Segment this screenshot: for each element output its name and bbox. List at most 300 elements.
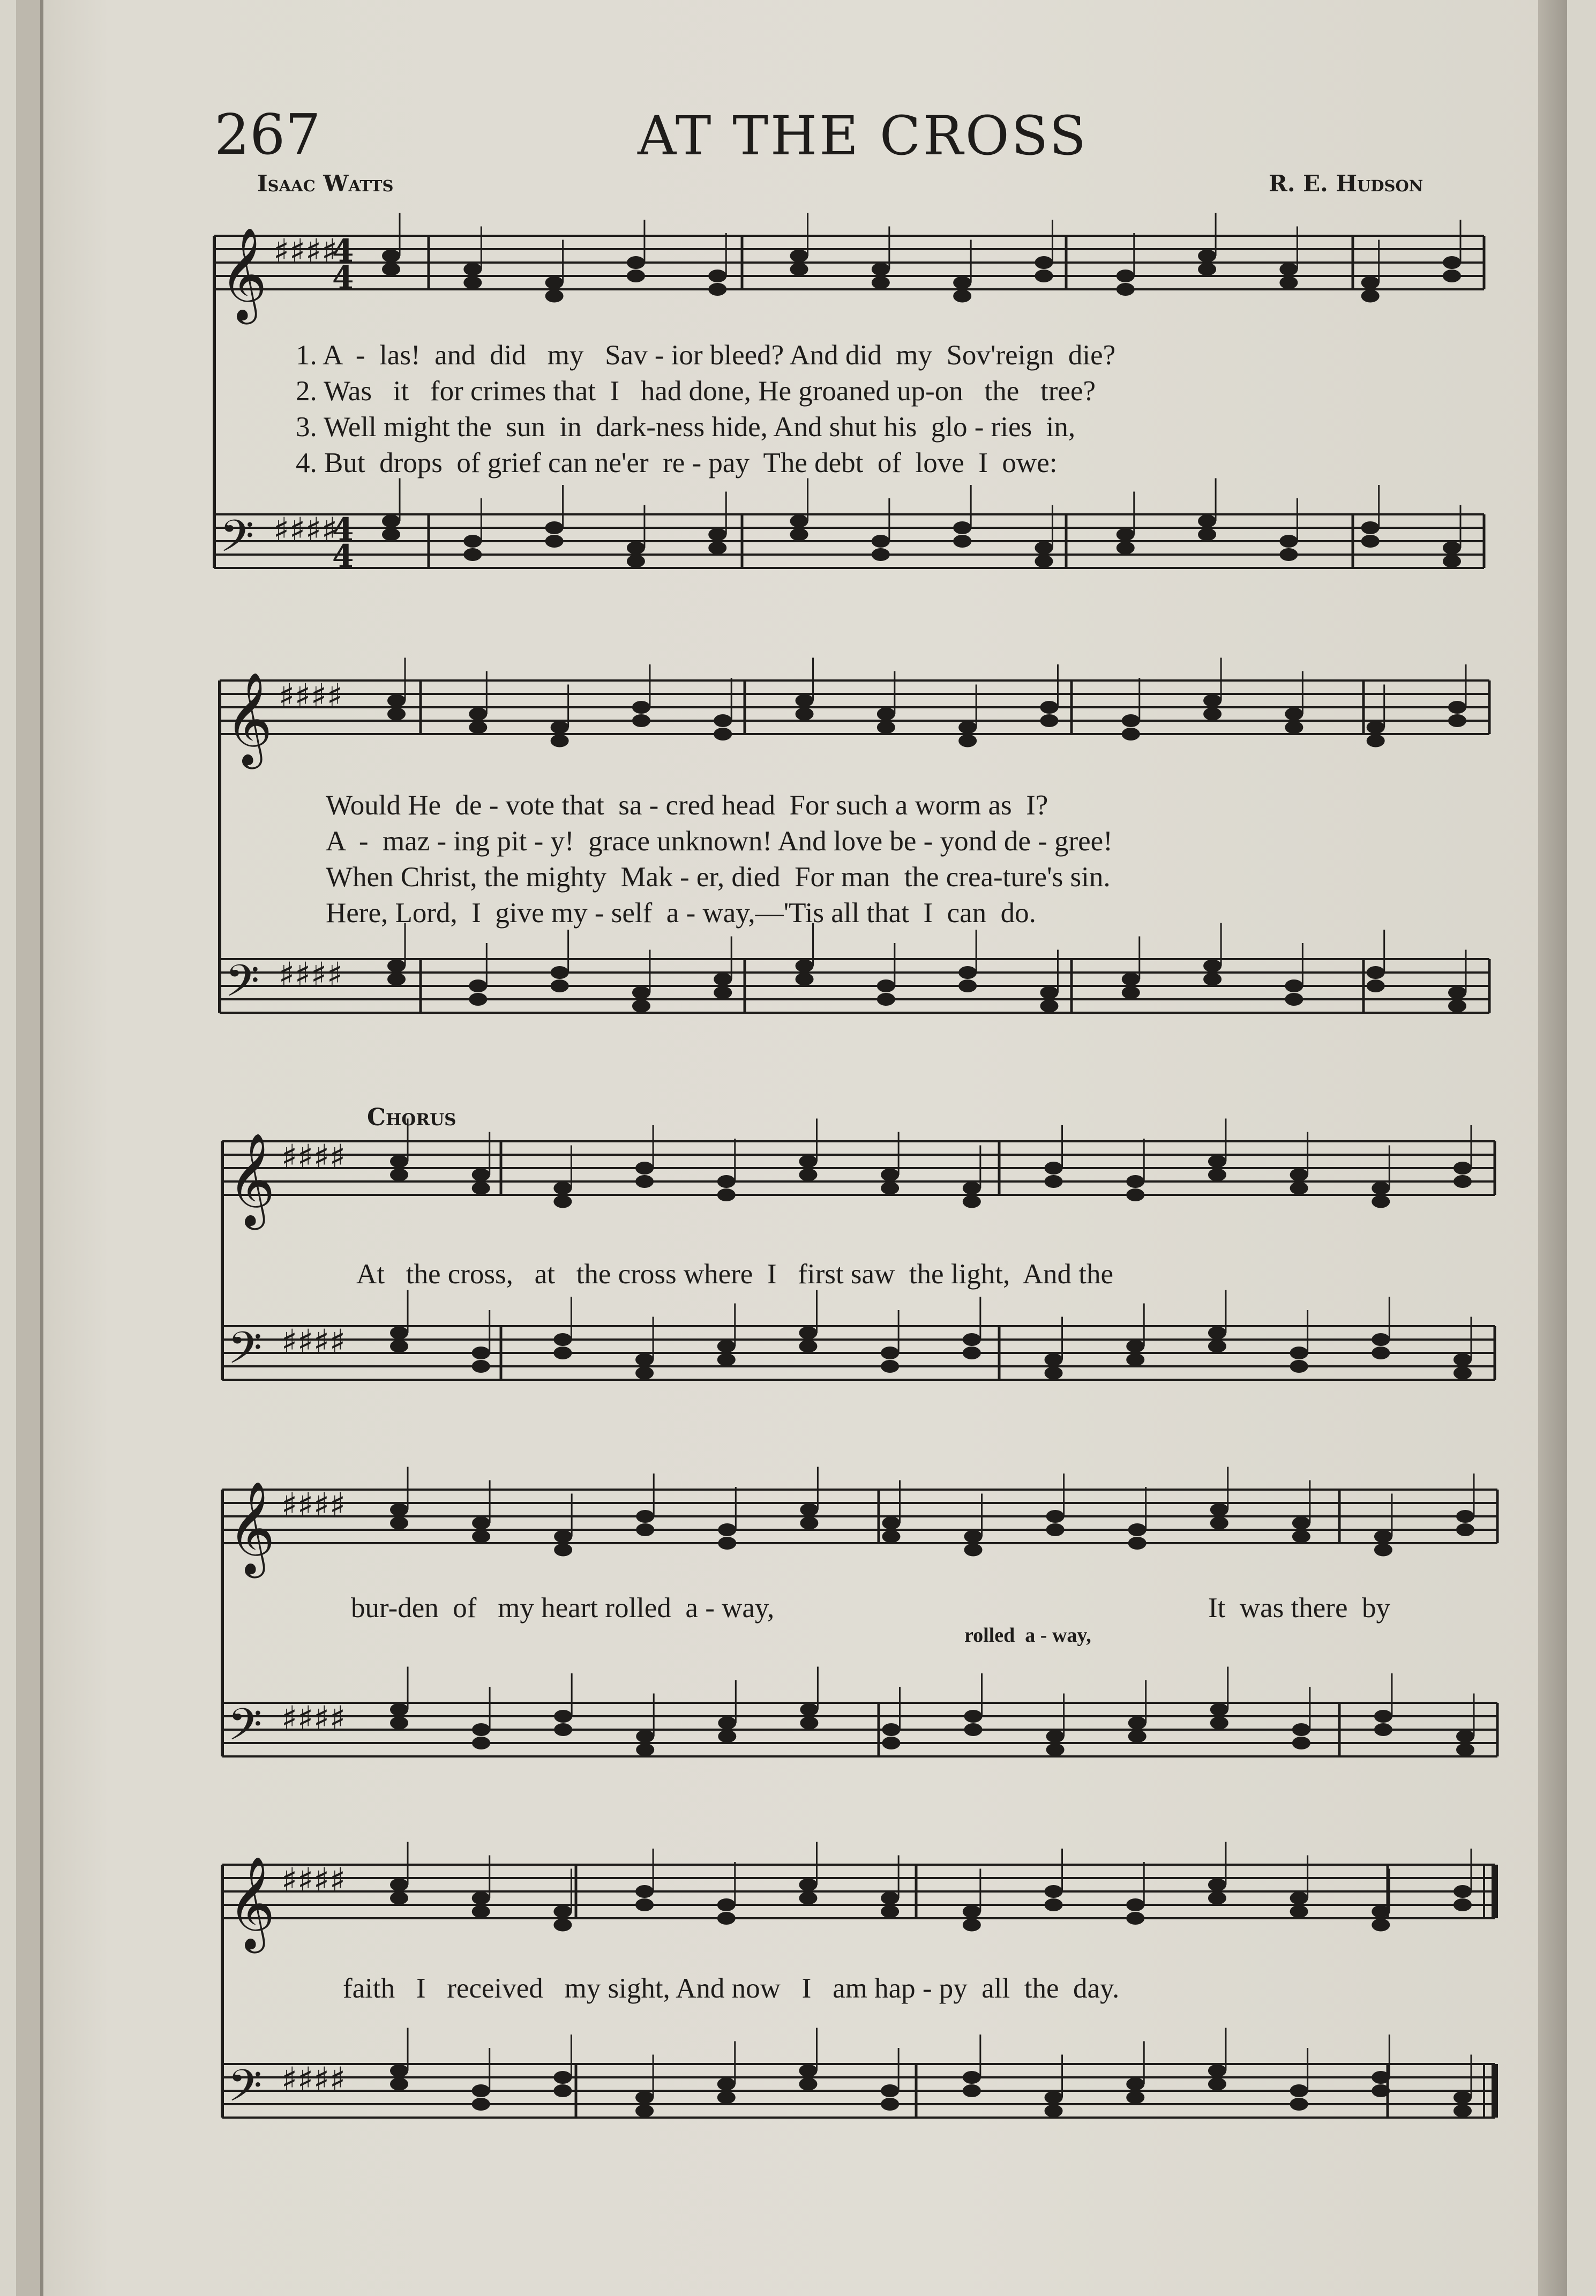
bass-notehead: [553, 2071, 572, 2084]
treble-notehead: [1045, 1885, 1063, 1898]
bass-notehead: [963, 1347, 981, 1359]
bass-notehead: [545, 535, 564, 548]
treble-clef-icon: 𝄞: [220, 227, 267, 320]
treble-notehead: [796, 708, 814, 721]
bass-notehead: [1361, 535, 1380, 548]
treble-notehead: [1456, 1510, 1474, 1523]
treble-notehead: [635, 1175, 654, 1188]
bass-notehead: [800, 1703, 818, 1716]
bass-notehead: [790, 528, 808, 541]
bass-notehead: [627, 555, 645, 568]
treble-notehead: [717, 1188, 736, 1201]
treble-notehead: [1208, 1169, 1226, 1181]
verse-3-line-1: 3. Well might the sun in dark-ness hide, And shut his glo - ries in,: [296, 412, 1076, 443]
bass-notehead: [882, 1737, 900, 1749]
treble-notehead: [472, 1905, 490, 1918]
bass-notehead: [635, 2091, 654, 2104]
bass-notehead: [1035, 542, 1053, 555]
verse-4-line-1: 4. But drops of grief can ne'er re - pay The debt of love I owe:: [296, 447, 1058, 478]
treble-notehead: [1372, 1905, 1390, 1918]
treble-notehead: [1279, 263, 1298, 276]
treble-notehead: [635, 1162, 654, 1175]
bass-notehead: [1279, 535, 1298, 548]
treble-notehead: [1372, 1195, 1390, 1208]
treble-notehead: [799, 1879, 817, 1891]
key-signature-sharps: ♯♯♯♯: [273, 510, 338, 549]
treble-notehead: [717, 1175, 736, 1188]
treble-notehead: [1208, 1892, 1226, 1905]
treble-notehead: [958, 735, 977, 747]
bass-notehead: [554, 1723, 572, 1736]
bass-notehead: [469, 979, 487, 992]
bass-notehead: [1456, 1744, 1474, 1756]
bass-notehead: [1210, 1703, 1228, 1716]
bass-notehead: [1448, 1000, 1466, 1013]
treble-clef-icon: 𝄞: [228, 1481, 275, 1574]
bass-notehead: [708, 542, 726, 555]
bass-notehead: [881, 2098, 899, 2111]
treble-notehead: [881, 1182, 899, 1195]
lyricist-credit: Isaac Watts: [257, 170, 394, 197]
bass-notehead: [1198, 515, 1216, 528]
treble-notehead: [1203, 708, 1222, 721]
bass-notehead: [469, 993, 487, 1006]
bass-notehead: [1290, 2084, 1308, 2097]
treble-notehead: [1126, 1898, 1144, 1911]
treble-notehead: [472, 1169, 490, 1181]
bass-notehead: [1448, 986, 1466, 999]
treble-notehead: [1374, 1544, 1392, 1557]
treble-notehead: [1208, 1155, 1226, 1168]
treble-clef-icon: 𝄞: [225, 672, 273, 765]
treble-notehead: [469, 721, 487, 734]
bass-notehead: [799, 2065, 817, 2077]
bass-notehead: [636, 1730, 654, 1743]
treble-notehead: [1203, 694, 1222, 707]
verse-3-line-2: When Christ, the mighty Mak - er, died For man the crea-ture's sin.: [326, 862, 1111, 893]
bass-notehead: [872, 548, 890, 561]
treble-notehead: [1453, 1162, 1472, 1175]
bass-notehead: [877, 993, 895, 1006]
bass-notehead: [1126, 1353, 1144, 1366]
treble-notehead: [635, 1898, 654, 1911]
bass-notehead: [1453, 1353, 1472, 1366]
verse-2-line-2: A - maz - ing pit - y! grace unknown! And love be - yond de - gree!: [326, 826, 1113, 857]
time-signature: 4: [332, 511, 354, 548]
treble-notehead: [472, 1892, 490, 1905]
bass-notehead: [1045, 1367, 1063, 1380]
treble-notehead: [1040, 701, 1058, 714]
bass-notehead: [1210, 1717, 1228, 1730]
bass-notehead: [472, 2098, 490, 2111]
bass-notehead: [1203, 960, 1222, 973]
treble-notehead: [632, 714, 650, 727]
treble-notehead: [1372, 1182, 1390, 1195]
treble-notehead: [1361, 290, 1380, 303]
treble-notehead: [718, 1523, 736, 1536]
bass-notehead: [799, 1340, 817, 1353]
treble-notehead: [551, 735, 569, 747]
treble-notehead: [1128, 1523, 1147, 1536]
treble-notehead: [963, 1905, 981, 1918]
bass-notehead: [881, 1347, 899, 1359]
treble-notehead: [545, 276, 564, 289]
treble-notehead: [799, 1892, 817, 1905]
bass-clef-icon: 𝄢: [228, 2060, 263, 2122]
bass-notehead: [872, 535, 890, 548]
bass-notehead: [1372, 2084, 1390, 2097]
treble-clef-icon: 𝄞: [228, 1856, 275, 1949]
treble-notehead: [553, 1182, 572, 1195]
treble-clef-icon: 𝄞: [228, 1133, 275, 1226]
treble-notehead: [1279, 276, 1298, 289]
time-signature: 4: [332, 233, 354, 269]
chorus-label: Chorus: [367, 1104, 456, 1131]
treble-notehead: [463, 263, 482, 276]
treble-notehead: [390, 1517, 408, 1530]
treble-notehead: [551, 721, 569, 734]
echo-text: rolled a - way,: [964, 1624, 1091, 1647]
bass-notehead: [1456, 1730, 1474, 1743]
bass-notehead: [963, 2071, 981, 2084]
treble-notehead: [1290, 1892, 1308, 1905]
treble-notehead: [1443, 256, 1461, 269]
bass-notehead: [553, 2084, 572, 2097]
bass-notehead: [799, 1327, 817, 1340]
bass-notehead: [382, 528, 400, 541]
bass-notehead: [387, 960, 406, 973]
bass-notehead: [627, 542, 645, 555]
bass-notehead: [390, 2065, 408, 2077]
bass-notehead: [964, 1710, 983, 1723]
bass-notehead: [1208, 1340, 1226, 1353]
bass-notehead: [1128, 1717, 1147, 1730]
bass-notehead: [390, 1717, 408, 1730]
verse-2-line-1: 2. Was it for crimes that I had done, He groaned up-on the tree?: [296, 376, 1096, 407]
treble-notehead: [1122, 728, 1140, 741]
bass-notehead: [472, 1360, 490, 1373]
treble-notehead: [964, 1530, 983, 1543]
treble-notehead: [1456, 1523, 1474, 1536]
treble-notehead: [1210, 1504, 1228, 1516]
treble-notehead: [1290, 1169, 1308, 1181]
treble-notehead: [1443, 270, 1461, 282]
bass-notehead: [964, 1723, 983, 1736]
bass-notehead: [714, 986, 732, 999]
treble-notehead: [1117, 283, 1135, 296]
bass-notehead: [390, 1327, 408, 1340]
bass-notehead: [881, 2084, 899, 2097]
bass-notehead: [1443, 542, 1461, 555]
bass-notehead: [545, 521, 564, 534]
hymn-number: 267: [214, 102, 321, 167]
treble-notehead: [1040, 714, 1058, 727]
bass-notehead: [553, 1347, 572, 1359]
treble-notehead: [1208, 1879, 1226, 1891]
bass-notehead: [1117, 542, 1135, 555]
bass-notehead: [1279, 548, 1298, 561]
bass-notehead: [796, 973, 814, 986]
treble-notehead: [1285, 721, 1303, 734]
treble-notehead: [953, 276, 971, 289]
bass-notehead: [1208, 2078, 1226, 2091]
treble-notehead: [636, 1523, 654, 1536]
treble-notehead: [627, 270, 645, 282]
bass-notehead: [963, 2084, 981, 2097]
time-signature: 4: [332, 538, 354, 574]
bass-notehead: [796, 960, 814, 973]
bass-notehead: [1045, 2105, 1063, 2118]
bass-notehead: [718, 1717, 736, 1730]
treble-notehead: [1046, 1523, 1065, 1536]
bass-notehead: [717, 2091, 736, 2104]
treble-notehead: [1453, 1885, 1472, 1898]
bass-clef-icon: 𝄢: [225, 955, 260, 1018]
bass-notehead: [1372, 1347, 1390, 1359]
treble-notehead: [553, 1905, 572, 1918]
bass-notehead: [1374, 1710, 1392, 1723]
treble-notehead: [1367, 721, 1385, 734]
bass-notehead: [958, 966, 977, 979]
treble-notehead: [953, 290, 971, 303]
bass-notehead: [1290, 1347, 1308, 1359]
bass-clef-icon: 𝄢: [228, 1322, 263, 1385]
treble-notehead: [800, 1504, 818, 1516]
treble-notehead: [1126, 1912, 1144, 1925]
bass-notehead: [708, 528, 726, 541]
bass-notehead: [472, 1737, 490, 1749]
key-signature-sharps: ♯♯♯♯: [281, 1137, 346, 1176]
bass-notehead: [554, 1710, 572, 1723]
bass-notehead: [717, 1340, 736, 1353]
treble-notehead: [882, 1517, 900, 1530]
bass-notehead: [1045, 2091, 1063, 2104]
chorus-line-1: At the cross, at the cross where I first saw the light, And the: [356, 1259, 1114, 1290]
treble-notehead: [714, 728, 732, 741]
bass-notehead: [1126, 2078, 1144, 2091]
bass-notehead: [953, 521, 971, 534]
bass-notehead: [463, 535, 482, 548]
treble-notehead: [472, 1530, 490, 1543]
verse-1-line-1: 1. A - las! and did my Sav - ior bleed? And did my Sov'reign die?: [296, 340, 1116, 371]
bass-notehead: [717, 1353, 736, 1366]
treble-notehead: [717, 1912, 736, 1925]
chorus-line-2-end: It was there by: [1208, 1592, 1390, 1624]
bass-notehead: [632, 1000, 650, 1013]
bass-notehead: [881, 1360, 899, 1373]
verse-1-line-2: Would He de - vote that sa - cred head For such a worm as I?: [326, 790, 1048, 821]
bass-notehead: [1285, 979, 1303, 992]
bass-notehead: [635, 1367, 654, 1380]
treble-notehead: [882, 1530, 900, 1543]
bass-notehead: [1126, 1340, 1144, 1353]
bass-notehead: [718, 1730, 736, 1743]
treble-notehead: [390, 1504, 408, 1516]
bass-notehead: [1374, 1723, 1392, 1736]
treble-notehead: [881, 1892, 899, 1905]
bass-notehead: [1046, 1730, 1065, 1743]
treble-notehead: [1198, 250, 1216, 263]
hymn-title: AT THE CROSS: [638, 104, 1088, 167]
treble-notehead: [964, 1544, 983, 1557]
treble-notehead: [1035, 270, 1053, 282]
bass-notehead: [1126, 2091, 1144, 2104]
bass-notehead: [800, 1717, 818, 1730]
treble-notehead: [387, 708, 406, 721]
treble-notehead: [881, 1905, 899, 1918]
treble-notehead: [1453, 1898, 1472, 1911]
treble-notehead: [963, 1919, 981, 1932]
key-signature-sharps: ♯♯♯♯: [281, 1322, 346, 1361]
time-signature: 4: [332, 259, 354, 296]
bass-notehead: [1208, 2065, 1226, 2077]
bass-notehead: [472, 2084, 490, 2097]
bass-notehead: [635, 2105, 654, 2118]
bass-notehead: [1117, 528, 1135, 541]
treble-notehead: [1045, 1162, 1063, 1175]
bass-clef-icon: 𝄢: [228, 1699, 263, 1761]
treble-notehead: [554, 1530, 572, 1543]
treble-notehead: [635, 1885, 654, 1898]
bass-notehead: [1128, 1730, 1147, 1743]
bass-notehead: [1372, 2071, 1390, 2084]
bass-notehead: [1292, 1723, 1310, 1736]
bass-notehead: [1285, 993, 1303, 1006]
bass-notehead: [1290, 1360, 1308, 1373]
bass-notehead: [1453, 2091, 1472, 2104]
key-signature-sharps: ♯♯♯♯: [273, 231, 338, 271]
bass-notehead: [1208, 1327, 1226, 1340]
key-signature-sharps: ♯♯♯♯: [279, 676, 343, 715]
bass-notehead: [1045, 1353, 1063, 1366]
treble-notehead: [1117, 270, 1135, 282]
treble-notehead: [963, 1182, 981, 1195]
treble-notehead: [714, 714, 732, 727]
treble-notehead: [554, 1544, 572, 1557]
bass-notehead: [1040, 986, 1058, 999]
bass-notehead: [1203, 973, 1222, 986]
bass-notehead: [1035, 555, 1053, 568]
bass-notehead: [953, 535, 971, 548]
bass-notehead: [551, 979, 569, 992]
treble-notehead: [390, 1169, 408, 1181]
bass-notehead: [632, 986, 650, 999]
bass-notehead: [1290, 2098, 1308, 2111]
bass-notehead: [1292, 1737, 1310, 1749]
treble-notehead: [708, 270, 726, 282]
bass-notehead: [714, 973, 732, 986]
treble-notehead: [472, 1517, 490, 1530]
bass-notehead: [963, 1333, 981, 1346]
treble-notehead: [790, 263, 808, 276]
key-signature-sharps: ♯♯♯♯: [281, 1860, 346, 1899]
treble-notehead: [958, 721, 977, 734]
treble-notehead: [800, 1517, 818, 1530]
key-signature-sharps: ♯♯♯♯: [279, 955, 343, 994]
treble-notehead: [1128, 1537, 1147, 1550]
treble-notehead: [1361, 276, 1380, 289]
bass-clef-icon: 𝄢: [220, 510, 254, 573]
bass-notehead: [1198, 528, 1216, 541]
bass-notehead: [472, 1723, 490, 1736]
treble-notehead: [872, 276, 890, 289]
bass-notehead: [799, 2078, 817, 2091]
treble-notehead: [390, 1892, 408, 1905]
treble-notehead: [1126, 1175, 1144, 1188]
treble-notehead: [472, 1182, 490, 1195]
treble-notehead: [718, 1537, 736, 1550]
treble-notehead: [877, 708, 895, 721]
treble-notehead: [636, 1510, 654, 1523]
bass-notehead: [1453, 1367, 1472, 1380]
bass-notehead: [1372, 1333, 1390, 1346]
bass-notehead: [635, 1353, 654, 1366]
treble-notehead: [1126, 1188, 1144, 1201]
treble-notehead: [1292, 1517, 1310, 1530]
treble-notehead: [627, 256, 645, 269]
bass-notehead: [1122, 973, 1140, 986]
bass-notehead: [1443, 555, 1461, 568]
treble-notehead: [881, 1169, 899, 1181]
treble-notehead: [1045, 1175, 1063, 1188]
treble-notehead: [1290, 1905, 1308, 1918]
treble-notehead: [1198, 263, 1216, 276]
treble-notehead: [963, 1195, 981, 1208]
treble-notehead: [545, 290, 564, 303]
bass-notehead: [553, 1333, 572, 1346]
bass-notehead: [382, 515, 400, 528]
treble-notehead: [382, 263, 400, 276]
treble-notehead: [1372, 1919, 1390, 1932]
treble-notehead: [708, 283, 726, 296]
treble-notehead: [877, 721, 895, 734]
treble-notehead: [463, 276, 482, 289]
treble-notehead: [1210, 1517, 1228, 1530]
bass-notehead: [1361, 521, 1380, 534]
bass-notehead: [551, 966, 569, 979]
bass-notehead: [390, 2078, 408, 2091]
treble-notehead: [1292, 1530, 1310, 1543]
treble-notehead: [390, 1155, 408, 1168]
bass-notehead: [1367, 979, 1385, 992]
treble-notehead: [796, 694, 814, 707]
chorus-line-3: faith I received my sight, And now I am hap - py all the day.: [343, 1973, 1120, 2004]
composer-credit: R. E. Hudson: [1269, 170, 1423, 197]
treble-notehead: [632, 701, 650, 714]
bass-notehead: [636, 1744, 654, 1756]
verse-4-line-2: Here, Lord, I give my - self a - way,—'Tis all that I can do.: [326, 898, 1036, 929]
bass-notehead: [472, 1347, 490, 1359]
bass-notehead: [717, 2078, 736, 2091]
key-signature-sharps: ♯♯♯♯: [281, 1699, 346, 1738]
treble-notehead: [799, 1169, 817, 1181]
treble-notehead: [790, 250, 808, 263]
bass-notehead: [390, 1703, 408, 1716]
bass-notehead: [390, 1340, 408, 1353]
bass-notehead: [1046, 1744, 1065, 1756]
treble-notehead: [799, 1155, 817, 1168]
bass-notehead: [1040, 1000, 1058, 1013]
bass-notehead: [1453, 2105, 1472, 2118]
treble-notehead: [553, 1919, 572, 1932]
treble-notehead: [1448, 714, 1466, 727]
chorus-line-2: bur-den of my heart rolled a - way,: [351, 1592, 775, 1624]
treble-notehead: [1453, 1175, 1472, 1188]
treble-notehead: [390, 1879, 408, 1891]
treble-notehead: [469, 708, 487, 721]
bass-notehead: [1122, 986, 1140, 999]
bass-notehead: [877, 979, 895, 992]
